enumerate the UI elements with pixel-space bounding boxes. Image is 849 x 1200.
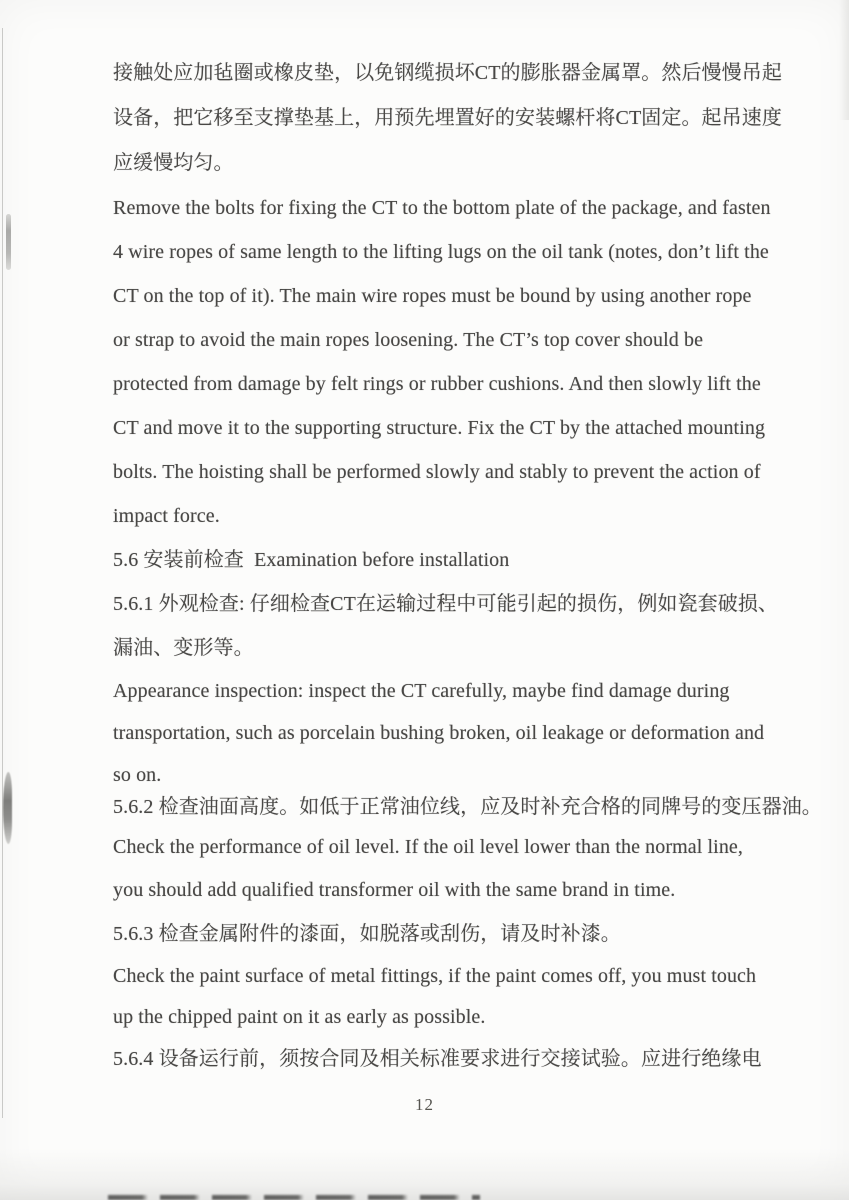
paragraph-en-paint (113, 956, 799, 1038)
text-line: 5.6.3 检查金属附件的漆面，如脱落或刮伤，请及时补漆。 (113, 923, 621, 945)
text-line: Check the paint surface of metal fittings, if the paint comes off, you must touch (113, 965, 757, 987)
text-line: 5.6.4 设备运行前，须按合同及相关标准要求进行交接试验。应进行绝缘电 (113, 1048, 762, 1070)
text-line: 5.6.2 检查油面高度。如低于正常油位线，应及时补充合格的同牌号的变压器油。 (113, 796, 822, 818)
text-line: up the chipped paint on it as early as possible. (113, 1006, 486, 1028)
scan-artifact-upper (6, 214, 11, 270)
next-page-text-sliver (108, 1195, 480, 1200)
page-edge-line (2, 28, 3, 1118)
text-line: so on. (113, 764, 162, 786)
text-line: Check the performance of oil level. If the oil level lower than the normal line, (113, 836, 743, 858)
section-heading-5-6 (113, 538, 799, 582)
text-line: impact force. (113, 505, 220, 527)
text-line: 漏油、变形等。 (113, 637, 254, 659)
document-body (113, 51, 822, 1080)
text-line: Remove the bolts for fixing the CT to the bottom plate of the package, and fasten (113, 197, 771, 219)
paragraph-zh-5-6-4 (113, 1038, 799, 1080)
text-line: CT on the top of it). The main wire ropes must be bound by using another rope (113, 285, 752, 307)
scan-artifact-lower (3, 772, 12, 844)
text-line: 4 wire ropes of same length to the lifting lugs on the oil tank (notes, don’t lift the (113, 241, 769, 263)
paragraph-en-oil-level (113, 826, 799, 912)
text-line: 设备，把它移至支撑垫基上，用预先埋置好的安装螺杆将CT固定。起吊速度 (113, 107, 782, 129)
text-line: 应缓慢均匀。 (113, 152, 234, 174)
text-line: protected from damage by felt rings or rubber cushions. And then slowly lift the (113, 373, 761, 395)
text-line: Appearance inspection: inspect the CT carefully, maybe find damage during (113, 680, 730, 702)
paragraph-en-appearance (113, 670, 799, 796)
paragraph-zh-hoisting (113, 51, 799, 186)
text-line: or strap to avoid the main ropes loosening. The CT’s top cover should be (113, 329, 704, 351)
paragraph-zh-5-6-1 (113, 582, 799, 670)
heading-line: 5.6 安装前检查 Examination before installation (113, 549, 510, 571)
text-line: 接触处应加毡圈或橡皮垫，以免钢缆损坏CT的膨胀器金属罩。然后慢慢吊起 (113, 62, 782, 84)
scan-shadow-top-right (839, 0, 849, 120)
text-line: 5.6.1 外观检查: 仔细检查CT在运输过程中可能引起的损伤，例如瓷套破损、 (113, 593, 779, 615)
text-line: transportation, such as porcelain bushing broken, oil leakage or deformation and (113, 722, 765, 744)
scan-shadow-bottom (0, 1148, 849, 1200)
text-line: you should add qualified transformer oil with the same brand in time. (113, 879, 676, 901)
text-line: CT and move it to the supporting structure. Fix the CT by the attached mounting (113, 417, 766, 439)
page-number: 12 (415, 1095, 434, 1114)
paragraph-en-hoisting (113, 186, 799, 538)
text-line: bolts. The hoisting shall be performed slowly and stably to prevent the action of (113, 461, 761, 483)
paragraph-zh-5-6-3 (113, 912, 799, 956)
paragraph-zh-5-6-2 (113, 788, 822, 826)
